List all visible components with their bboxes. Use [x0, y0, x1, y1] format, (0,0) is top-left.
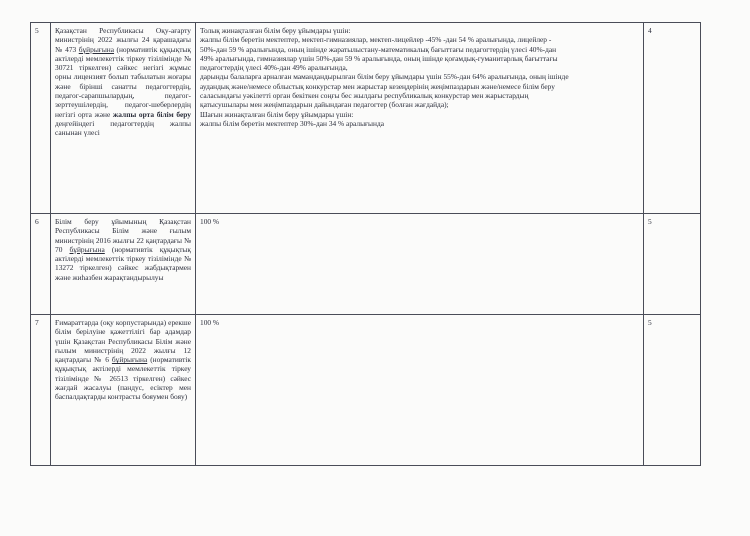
indicator-line: саласындағы уәкілетті орган бекіткен соңғы бес жылдағы республикалық конкурстар мен жарыстардың — [200, 91, 529, 101]
table-row — [31, 315, 701, 466]
order-link[interactable]: бұйрығына — [69, 244, 105, 254]
indicator-line: Толық жинақталған білім беру ұйымдары үшін: — [200, 26, 351, 35]
criterion-text: (нормативтік құқықтық актілерді мемлекеттік тіркеу тізілімінде № 30721 тіркелген) сәйкес негізгі жұмыс орны лицензият болып табылатын жоғары және бірінші санатты педагогтердің, педагог-сарапшылардың, педагог-зерттеушілердің, педагог-шеберлердің негізгі орта және — [55, 44, 191, 119]
indicator-line: аудандық және/немесе облыстық конкурстар мен жарыстар кезеңдерінің жеңімпаздарын және/немесе білім беру — [200, 81, 555, 91]
points-cell: 5 — [644, 214, 701, 315]
indicator-cell: 100 % — [196, 315, 644, 466]
criteria-table — [30, 22, 701, 466]
criterion-text: (нормативтік құқықтық актілерді мемлекеттік тіркеу тізілімінде № 26513 тіркелген) сәйкес жағдай жасалуы (пандус, есіктер мен баспалдақтарды контрасты бояумен бояу) — [55, 355, 191, 402]
criterion-text: Білім беру ұйымының Қазақстан Республикасы Білім және ғылым министрінің 2016 жылғы 22 қаңтардағы № 70 — [55, 217, 191, 254]
indicator-line: жалпы білім беретін мектептер, мектеп-гимназиялар, мектеп-лицейлер -45% -дан 54 % аралығында, лицейлер - — [200, 35, 552, 45]
indicator-line: дарынды балаларға арналған мамандандырылған білім беру ұйымдары үшін 55%-дан 64% аралығында, оның ішінде — [200, 72, 569, 82]
points-cell: 4 — [644, 23, 701, 214]
criterion-bold-text: жалпы орта білім беру — [112, 109, 191, 119]
points-cell: 5 — [644, 315, 701, 466]
criterion-cell — [51, 315, 196, 466]
indicator-line: 50%-дан 59 % аралығында, оның ішінде жаратылыстану-математикалық бағыттағы педагогтердің үлесі 40%-дан — [200, 44, 557, 54]
criterion-cell — [51, 23, 196, 214]
indicator-line: жалпы білім беретін мектептер 30%-дан 34 % аралығында — [200, 118, 385, 128]
criterion-text: (нормативтік құқықтық актілерді мемлекеттік тіркеу тізілімінде № 13272 тіркелген) сәйкес жабдықтармен және жиһазбен жарақтандырылуы — [55, 244, 191, 282]
criterion-text: Қазақстан Республикасы Оқу-ағарту министрінің 2022 жылғы 24 қарашадағы № 473 — [55, 26, 191, 54]
row-number: 5 — [31, 23, 51, 214]
indicator-line: 49% аралығында, гимназиялар үшін 50%-дан 59 % аралығында, оның ішінде қоғамдық-гуманитарлық бағыттағы — [200, 53, 558, 63]
row-number: 7 — [31, 315, 51, 466]
indicator-line: қатысушылары мен жеңімпаздарын дайындаған педагогтер (болған жағдайда); — [200, 100, 449, 110]
indicator-cell: 100 % — [196, 214, 644, 315]
indicator-line: педагогтердің үлесі 40%-дан 49% аралығында, — [200, 63, 348, 73]
criterion-text: деңгейіндегі педагогтердің жалпы санынан үлесі — [55, 118, 191, 138]
row-number: 6 — [31, 214, 51, 315]
table-row — [31, 23, 701, 214]
order-link[interactable]: бұйрығына — [78, 44, 115, 54]
indicator-line: Шағын жинақталған білім беру ұйымдары үшін: — [200, 109, 354, 119]
table-row — [31, 214, 701, 315]
criterion-cell — [51, 214, 196, 315]
indicator-cell — [196, 23, 644, 214]
order-link[interactable]: бұйрығына — [111, 355, 148, 365]
criterion-text: Ғимараттарда (оқу корпустарында) ерекше білім берілуіне қажеттілігі бар адамдар үшін Қазақстан Республикасы Білім және ғылым министрінің 2022 жылғы 12 қаңтардағы № 6 — [55, 318, 191, 365]
